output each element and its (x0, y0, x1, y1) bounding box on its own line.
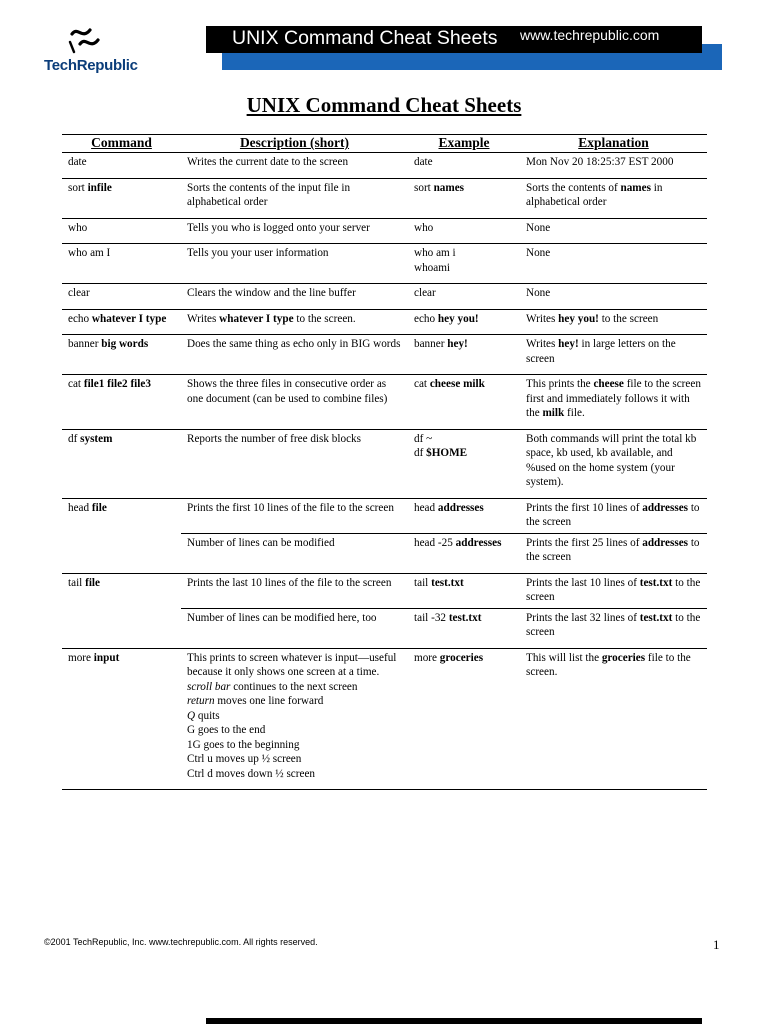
table-row (62, 309, 707, 335)
example-cell: more groceries (408, 648, 520, 790)
page-number: 1 (713, 937, 720, 952)
explanation-cell: None (520, 218, 707, 244)
command-cell: cat file1 file2 file3 (62, 375, 181, 430)
example-cell: head -25 addresses (408, 533, 520, 573)
description-cell: Does the same thing as echo only in BIG words (181, 335, 408, 375)
logo-swoosh-icon (68, 26, 102, 54)
explanation-cell: Sorts the contents of names in alphabetical order (520, 178, 707, 218)
table-row (62, 375, 707, 430)
explanation-cell: This prints the cheese file to the screen first and immediately follows it with the milk file. (520, 375, 707, 430)
command-cell: more input (62, 648, 181, 790)
command-cell: sort infile (62, 178, 181, 218)
explanation-cell: Writes hey you! to the screen (520, 309, 707, 335)
command-cell: df system (62, 429, 181, 498)
description-cell: Prints the last 10 lines of the file to the screen (181, 573, 408, 608)
description-cell: Number of lines can be modified (181, 533, 408, 573)
command-cell: echo whatever I type (62, 309, 181, 335)
description-cell: Reports the number of free disk blocks (181, 429, 408, 498)
command-cell: tail file (62, 573, 181, 648)
command-cell: clear (62, 284, 181, 310)
page-title: UNIX Command Cheat Sheets (246, 93, 522, 117)
table-row (62, 244, 707, 284)
description-cell: Prints the first 10 lines of the file to the screen (181, 498, 408, 533)
example-cell: head addresses (408, 498, 520, 533)
column-header-description: Description (short) (181, 135, 408, 153)
explanation-cell: Mon Nov 20 18:25:37 EST 2000 (520, 153, 707, 179)
table-row (62, 178, 707, 218)
command-table (62, 134, 707, 790)
table-header-row (62, 135, 707, 153)
footer-copyright: ©2001 TechRepublic, Inc. www.techrepublic.com. All rights reserved. (44, 937, 318, 947)
description-cell: Number of lines can be modified here, too (181, 608, 408, 648)
example-cell: who am i whoami (408, 244, 520, 284)
banner-title: UNIX Command Cheat Sheets (232, 27, 498, 49)
column-header-command: Command (62, 135, 181, 153)
table-row (62, 218, 707, 244)
table-row (62, 284, 707, 310)
table-row (62, 335, 707, 375)
column-header-explanation: Explanation (520, 135, 707, 153)
example-cell: date (408, 153, 520, 179)
explanation-cell: This will list the groceries file to the screen. (520, 648, 707, 790)
table-row (62, 573, 707, 608)
explanation-cell: Prints the last 10 lines of test.txt to the screen (520, 573, 707, 608)
explanation-cell: Prints the first 10 lines of addresses to the screen (520, 498, 707, 533)
description-cell: Sorts the contents of the input file in alphabetical order (181, 178, 408, 218)
command-cell: who am I (62, 244, 181, 284)
table-row (62, 153, 707, 179)
example-cell: banner hey! (408, 335, 520, 375)
command-cell: date (62, 153, 181, 179)
column-header-example: Example (408, 135, 520, 153)
description-cell: Tells you your user information (181, 244, 408, 284)
example-cell: echo hey you! (408, 309, 520, 335)
example-cell: clear (408, 284, 520, 310)
explanation-cell: None (520, 244, 707, 284)
description-cell: Clears the window and the line buffer (181, 284, 408, 310)
command-cell: head file (62, 498, 181, 573)
table-row (62, 498, 707, 533)
example-cell: tail -32 test.txt (408, 608, 520, 648)
command-cell: who (62, 218, 181, 244)
explanation-cell: None (520, 284, 707, 310)
command-cell: banner big words (62, 335, 181, 375)
explanation-cell: Writes hey! in large letters on the screen (520, 335, 707, 375)
description-cell: This prints to screen whatever is input—useful because it only shows one screen at a time. scroll bar continues to the next screen return moves one line forward Q quits G goes to the end 1G goes to the beginning Ctrl u moves up ½ screen Ctrl d moves down ½ screen (181, 648, 408, 790)
example-cell: df ~ df $HOME (408, 429, 520, 498)
techrepublic-logo (44, 26, 154, 76)
example-cell: who (408, 218, 520, 244)
explanation-cell: Both commands will print the total kb space, kb used, kb available, and %used on the home system (your system). (520, 429, 707, 498)
footer-black-bar (206, 1018, 702, 1024)
table-row (62, 429, 707, 498)
banner-url[interactable]: www.techrepublic.com (520, 27, 660, 43)
table-row (62, 648, 707, 790)
explanation-cell: Prints the last 32 lines of test.txt to the screen (520, 608, 707, 648)
logo-text: TechRepublic (44, 57, 138, 74)
description-cell: Tells you who is logged onto your server (181, 218, 408, 244)
description-cell: Shows the three files in consecutive order as one document (can be used to combine files) (181, 375, 408, 430)
description-cell: Writes whatever I type to the screen. (181, 309, 408, 335)
example-cell: tail test.txt (408, 573, 520, 608)
description-cell: Writes the current date to the screen (181, 153, 408, 179)
example-cell: cat cheese milk (408, 375, 520, 430)
example-cell: sort names (408, 178, 520, 218)
explanation-cell: Prints the first 25 lines of addresses to the screen (520, 533, 707, 573)
